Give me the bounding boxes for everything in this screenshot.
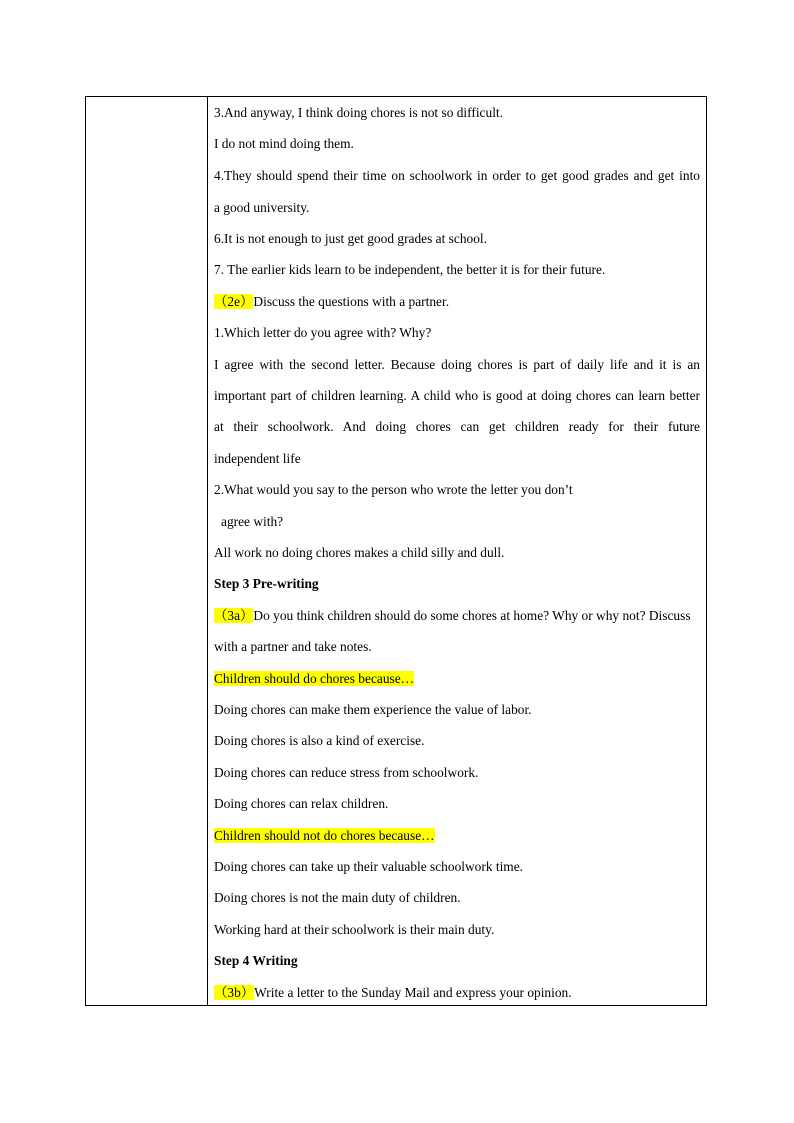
highlight-line — [214, 827, 700, 845]
answer-line: independent life — [214, 451, 301, 466]
task-text: Write a letter to the Sunday Mail and express your opinion. — [254, 985, 572, 1000]
note-line: Doing chores can reduce stress from schoolwork. — [214, 765, 479, 780]
question-line: 1.Which letter do you agree with? Why? — [214, 325, 432, 340]
text-line: 4.They should spend their time on schoolwork in order to get good grades and get into — [214, 168, 700, 183]
answer-line: All work no doing chores makes a child silly and dull. — [214, 545, 505, 560]
lesson-table — [85, 96, 707, 1006]
answer-line: at their schoolwork. And doing chores can get children ready for their future — [214, 419, 700, 434]
task-text: Do you think children should do some chores at home? Why or why not? Discuss — [253, 608, 691, 623]
note-line: Doing chores can relax children. — [214, 796, 389, 811]
note-line: Doing chores can make them experience the value of labor. — [214, 702, 532, 717]
text-line: a good university. — [214, 200, 310, 215]
task-tag-2e: （2e） — [214, 294, 254, 309]
step-heading — [214, 575, 700, 593]
task-line-2e — [214, 293, 700, 311]
task-tag-3a: （3a） — [214, 608, 254, 623]
task-line-3a — [214, 607, 700, 625]
highlighted-prompt: Children should do chores because… — [214, 671, 415, 686]
question-line: 2.What would you say to the person who wrote the letter you don’t — [214, 482, 573, 497]
answer-line: I agree with the second letter. Because doing chores is part of daily life and it is an — [214, 357, 700, 372]
text-line: with a partner and take notes. — [214, 639, 372, 654]
step-4-heading: Step 4 Writing — [214, 953, 298, 968]
answer-line: important part of children learning. A child who is good at doing chores can learn better — [214, 388, 700, 403]
task-line-3b — [214, 984, 700, 1002]
step-heading — [214, 952, 700, 970]
step-3-heading: Step 3 Pre-writing — [214, 576, 319, 591]
highlight-line — [214, 670, 700, 688]
question-line: agree with? — [221, 514, 284, 529]
text-line: 6.It is not enough to just get good grades at school. — [214, 231, 487, 246]
text-line: I do not mind doing them. — [214, 136, 354, 151]
highlighted-prompt: Children should not do chores because… — [214, 828, 435, 843]
right-column-cell — [208, 97, 706, 1005]
text-line: 3.And anyway, I think doing chores is not so difficult. — [214, 105, 503, 120]
note-line: Doing chores is also a kind of exercise. — [214, 733, 425, 748]
note-line: Working hard at their schoolwork is their main duty. — [214, 922, 495, 937]
task-text: Discuss the questions with a partner. — [253, 294, 450, 309]
text-line: 7. The earlier kids learn to be independent, the better it is for their future. — [214, 262, 606, 277]
note-line: Doing chores is not the main duty of children. — [214, 890, 461, 905]
note-line: Doing chores can take up their valuable schoolwork time. — [214, 859, 524, 874]
task-tag-3b: （3b） — [214, 985, 255, 1000]
left-column-cell — [86, 97, 208, 1005]
